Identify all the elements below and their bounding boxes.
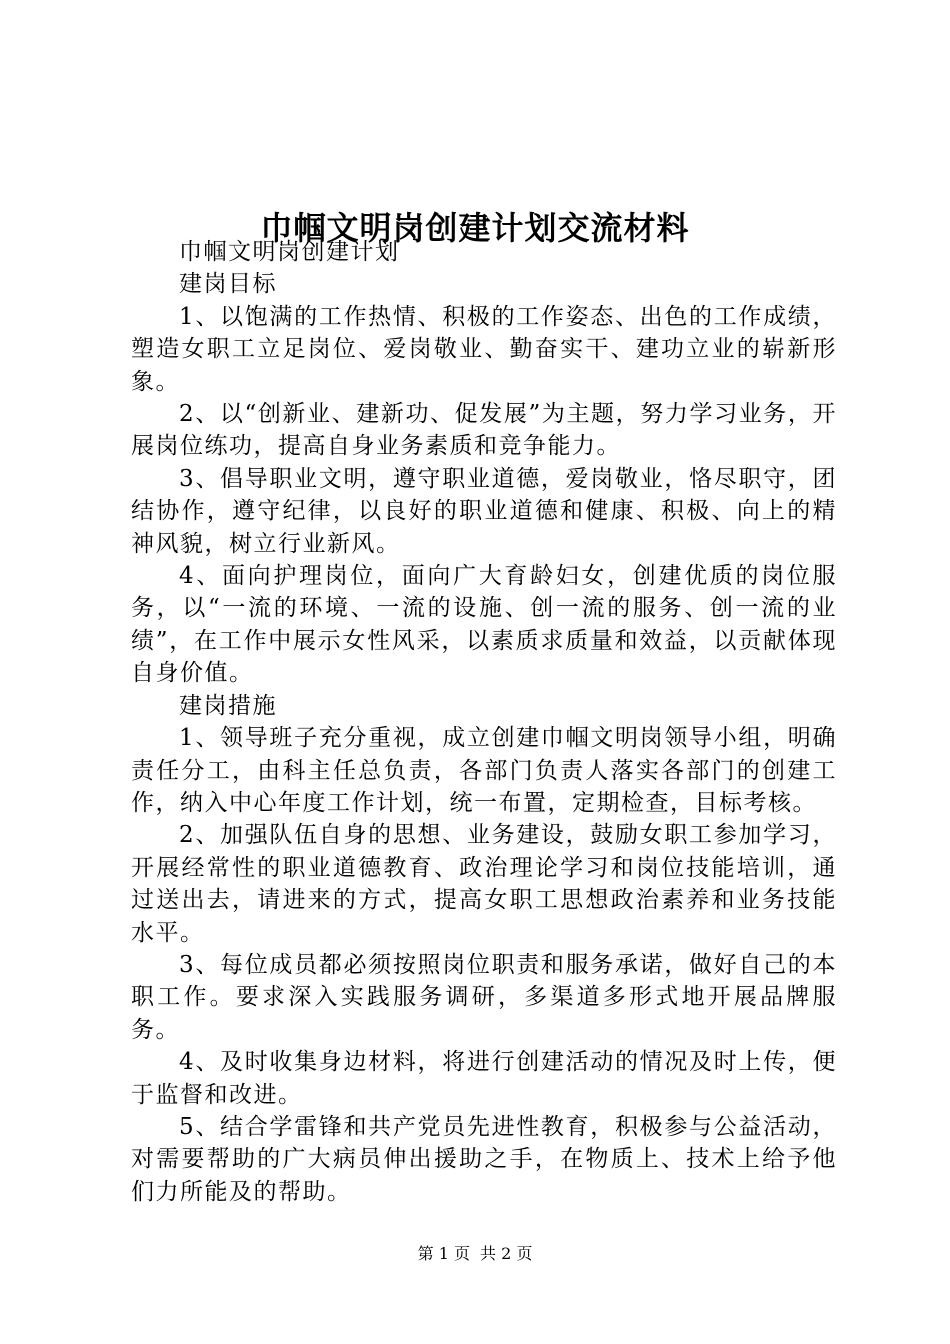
section-heading: 巾帼文明岗创建计划	[179, 239, 400, 265]
document-title: 巾帼文明岗创建计划交流材料	[260, 209, 690, 248]
body-paragraph: 3、每位成员都必须按照岗位职责和服务承诺，做好自己的本职工作。要求深入实践服务调研，多渠道多形式地开展品牌服务。	[131, 951, 837, 1043]
document-body	[131, 236, 837, 1208]
body-paragraph: 4、及时收集身边材料，将进行创建活动的情况及时上传，便于监督和改进。	[131, 1049, 837, 1108]
subsection-heading: 建岗目标	[179, 271, 277, 298]
page-footer	[0, 1243, 950, 1265]
body-paragraph: 4、面向护理岗位，面向广大育龄妇女，创建优质的岗位服务，以“一流的环境、一流的设施、创一流的服务、创一流的业绩”，在工作中展示女性风采，以素质求质量和效益，以贡献体现自身价值。	[131, 563, 837, 687]
subsection-heading: 建岗措施	[179, 692, 277, 719]
page-number: 第 1 页	[417, 1244, 470, 1263]
body-paragraph: 2、加强队伍自身的思想、业务建设，鼓励女职工参加学习，开展经常性的职业道德教育、政治理论学习和岗位技能培训，通过送出去，请进来的方式，提高女职工思想政治素养和业务技能水平。	[131, 822, 837, 946]
body-paragraph: 1、以饱满的工作热情、积极的工作姿态、出色的工作成绩，塑造女职工立足岗位、爱岗敬业、勤奋实干、建功立业的崭新形象。	[131, 303, 837, 395]
body-paragraph: 2、以“创新业、建新功、促发展”为主题，努力学习业务，开展岗位练功，提高自身业务素质和竞争能力。	[131, 401, 837, 460]
body-paragraph: 1、领导班子充分重视，成立创建巾帼文明岗领导小组，明确责任分工，由科主任总负责，各部门负责人落实各部门的创建工作，纳入中心年度工作计划，统一布置，定期检查，目标考核。	[131, 725, 837, 816]
body-paragraph: 3、倡导职业文明，遵守职业道德，爱岗敬业，恪尽职守，团结协作，遵守纪律，以良好的职业道德和健康、积极、向上的精神风貌，树立行业新风。	[131, 465, 837, 557]
body-paragraph: 5、结合学雷锋和共产党员先进性教育，积极参与公益活动，对需要帮助的广大病员伸出援助之手，在物质上、技术上给予他们力所能及的帮助。	[131, 1113, 837, 1205]
page-total: 共 2 页	[480, 1244, 533, 1263]
